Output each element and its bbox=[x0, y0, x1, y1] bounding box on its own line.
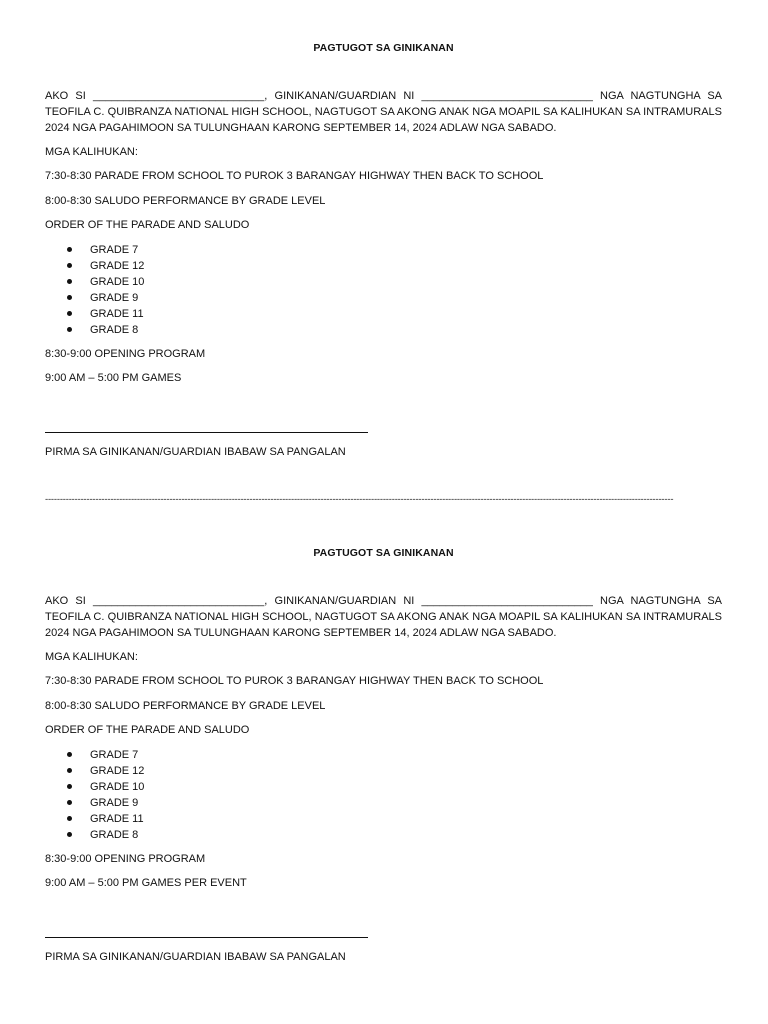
list-item: GRADE 9 bbox=[65, 795, 144, 811]
list-item: GRADE 11 bbox=[65, 811, 144, 827]
list-item: GRADE 8 bbox=[65, 827, 144, 843]
saludo-schedule: 8:00-8:30 SALUDO PERFORMANCE BY GRADE LEVEL bbox=[45, 700, 326, 712]
list-item: GRADE 8 bbox=[65, 322, 144, 338]
order-heading: ORDER OF THE PARADE AND SALUDO bbox=[45, 219, 250, 231]
form-title: PAGTUGOT SA GINIKANAN bbox=[313, 547, 454, 559]
games-schedule: 9:00 AM – 5:00 PM GAMES bbox=[45, 372, 182, 384]
consent-paragraph: AKO SI ____________________________, GINIKANAN/GUARDIAN NI ____________________________ NGA NAGTUNGHA SA TEOFILA C. QUIBRANZA NATIONAL HIGH SCHOOL, NAGTUGOT SA AKONG ANAK NGA MOAPIL SA KALIHUKAN SA INTRAMURALS 2024 NGA PAGAHIMOON SA TULUNGHAAN KARONG SEPTEMBER 14, 2024 ADLAW NGA SABADO. bbox=[45, 595, 722, 639]
list-item: GRADE 7 bbox=[65, 242, 144, 258]
list-item: GRADE 10 bbox=[65, 274, 144, 290]
signature-label: PIRMA SA GINIKANAN/GUARDIAN IBABAW SA PANGALAN bbox=[45, 446, 346, 458]
opening-program: 8:30-9:00 OPENING PROGRAM bbox=[45, 348, 206, 360]
consent-paragraph: AKO SI ____________________________, GINIKANAN/GUARDIAN NI ____________________________ NGA NAGTUNGHA SA TEOFILA C. QUIBRANZA NATIONAL HIGH SCHOOL, NAGTUGOT SA AKONG ANAK NGA MOAPIL SA KALIHUKAN SA INTRAMURALS 2024 NGA PAGAHIMOON SA TULUNGHAAN KARONG SEPTEMBER 14, 2024 ADLAW NGA SABADO. bbox=[45, 90, 722, 134]
order-heading: ORDER OF THE PARADE AND SALUDO bbox=[45, 724, 250, 736]
saludo-schedule: 8:00-8:30 SALUDO PERFORMANCE BY GRADE LEVEL bbox=[45, 195, 326, 207]
cut-line-separator: -------------------------------------------------------------------------------------------------------------------------------------------------------------------------------------------------------------------- bbox=[45, 494, 674, 505]
grade-order-list bbox=[65, 242, 144, 338]
list-item: GRADE 12 bbox=[65, 258, 144, 274]
grade-order-list bbox=[65, 747, 144, 843]
parade-schedule: 7:30-8:30 PARADE FROM SCHOOL TO PUROK 3 BARANGAY HIGHWAY THEN BACK TO SCHOOL bbox=[45, 170, 544, 182]
list-item: GRADE 7 bbox=[65, 747, 144, 763]
games-schedule: 9:00 AM – 5:00 PM GAMES PER EVENT bbox=[45, 877, 247, 889]
signature-line bbox=[45, 432, 368, 433]
list-item: GRADE 11 bbox=[65, 306, 144, 322]
list-item: GRADE 9 bbox=[65, 290, 144, 306]
opening-program: 8:30-9:00 OPENING PROGRAM bbox=[45, 853, 206, 865]
activities-heading: MGA KALIHUKAN: bbox=[45, 146, 138, 158]
parade-schedule: 7:30-8:30 PARADE FROM SCHOOL TO PUROK 3 BARANGAY HIGHWAY THEN BACK TO SCHOOL bbox=[45, 675, 544, 687]
list-item: GRADE 10 bbox=[65, 779, 144, 795]
signature-line bbox=[45, 937, 368, 938]
form-title: PAGTUGOT SA GINIKANAN bbox=[313, 42, 454, 54]
list-item: GRADE 12 bbox=[65, 763, 144, 779]
activities-heading: MGA KALIHUKAN: bbox=[45, 651, 138, 663]
signature-label: PIRMA SA GINIKANAN/GUARDIAN IBABAW SA PANGALAN bbox=[45, 951, 346, 963]
